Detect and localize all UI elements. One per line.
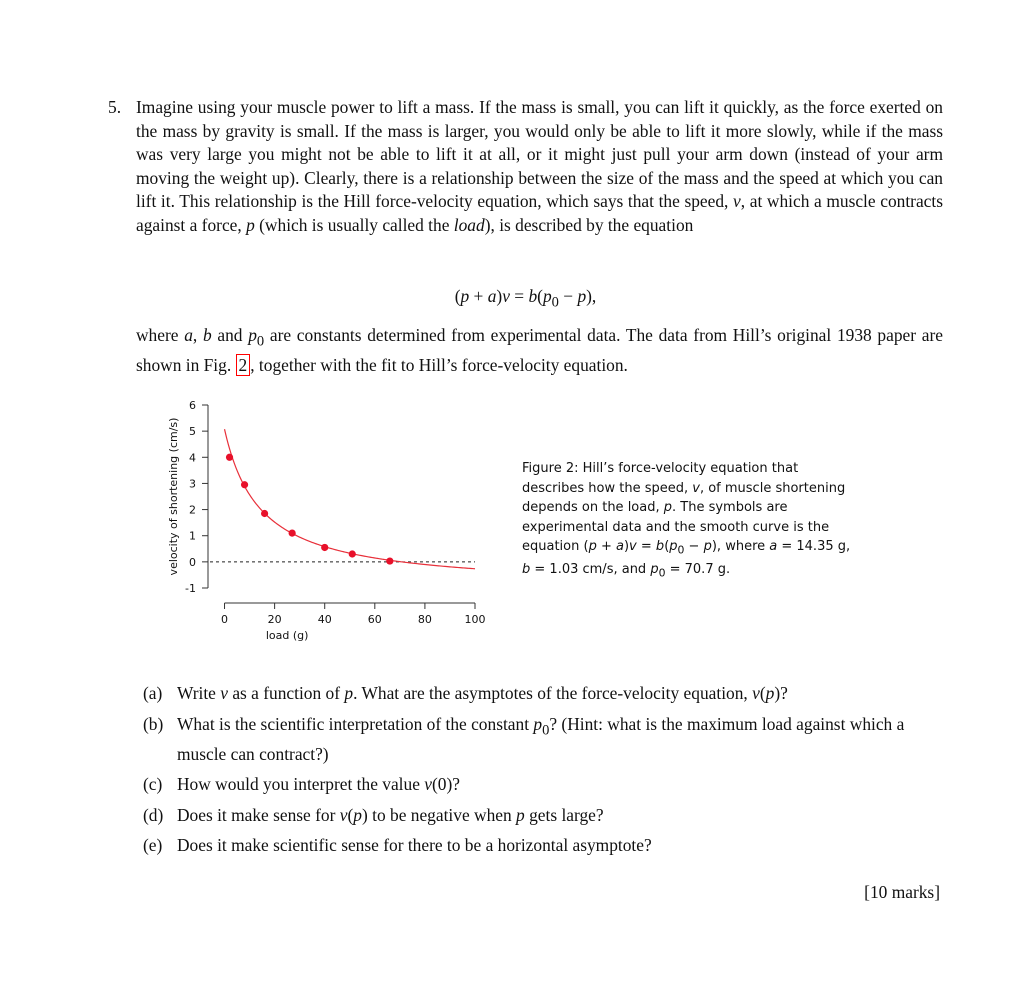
data-point: [289, 530, 296, 537]
part-c: [143, 773, 943, 797]
question-number: 5.: [108, 97, 122, 117]
y-tick-label: 2: [189, 503, 196, 517]
marks-label: [10 marks]: [864, 882, 940, 902]
part-label: (a): [143, 683, 163, 703]
part-label: (b): [143, 713, 164, 734]
x-tick-label: 60: [367, 613, 382, 626]
x-tick-label: 40: [317, 613, 332, 626]
y-axis-label: velocity of shortening (cm/s): [167, 417, 180, 576]
part-e: [143, 834, 943, 858]
data-point: [226, 454, 233, 461]
part-text: Write v as a function of p. What are the asymptotes of the force-velocity equation, v(p)?: [177, 683, 788, 703]
x-tick-label: 0: [221, 613, 229, 626]
chart-axes: [167, 399, 486, 642]
data-point: [386, 557, 393, 564]
part-text: What is the scientific interpretation of the constant $p_0$? (Hint: what is the maximum load against which a muscle can contract?): [177, 713, 905, 764]
x-tick-label: 100: [464, 613, 486, 626]
sub-questions: [143, 682, 943, 865]
part-text: Does it make sense for v(p) to be negative when p gets large?: [177, 804, 604, 825]
question-after-equation: where a, b and $p_0$ are constants determined from experimental data. The data from Hill’s original 1938 paper are shown in Fig. 2 , together with the fit to Hill’s force-velocity equation.: [136, 325, 943, 376]
part-text: How would you interpret the value v(0)?: [177, 774, 461, 795]
part-b: [143, 713, 943, 767]
part-d: [143, 804, 943, 828]
part-label: (d): [143, 804, 164, 825]
chart-marks: [210, 429, 475, 569]
y-tick-label: 5: [189, 425, 196, 439]
x-axis-label: load (g): [265, 629, 309, 642]
figure-caption: Figure 2: Hill’s force-velocity equation that describes how the speed, v, of muscle shortening depends on the load, p. The symbols are experimental data and the smooth curve is the equation $(p + a)v = b(p_0 - p)$, where a = 14.35 g, b = 1.03 cm/s, and $p_0 = 70.7$ g.: [522, 461, 851, 580]
y-tick-label: 3: [189, 477, 196, 491]
data-point: [349, 550, 356, 557]
y-tick-label: 6: [189, 399, 196, 412]
part-label: (e): [143, 835, 163, 856]
y-tick-label: 4: [189, 451, 196, 465]
part-text: Does it make scientific sense for there to be a horizontal asymptote?: [177, 835, 652, 856]
x-tick-label: 20: [267, 613, 282, 626]
question-intro: Imagine using your muscle power to lift a mass. If the mass is small, you can lift it quickly, as the force exerted on the mass by gravity is small. If the mass is larger, you would only be able to lift it more slowly, while if the mass was very large you might not be able to lift it at all, or it might just pull your arm down (instead of your arm moving the weight up). Clearly, there is a relationship between the size of the mass and the speed at which you can lift it. This relationship is the Hill force-velocity equation, which says that the speed, v, at which a muscle contracts against a force, p (which is usually called the load), is described by the equation: [136, 97, 943, 235]
force-velocity-chart: [160, 388, 500, 648]
y-tick-label: 1: [189, 529, 196, 543]
x-tick-label: 80: [417, 613, 432, 626]
question-5: [108, 96, 943, 376]
y-tick-label: 0: [189, 555, 196, 569]
hill-equation: $(p + a)v = b(p_0 - p)$,: [454, 286, 597, 311]
part-label: (c): [143, 774, 163, 795]
y-tick-label: -1: [185, 582, 196, 595]
data-point: [261, 510, 268, 517]
data-point: [321, 544, 328, 551]
fit-curve: [225, 429, 475, 569]
part-a: [143, 682, 943, 706]
data-point: [241, 481, 248, 488]
